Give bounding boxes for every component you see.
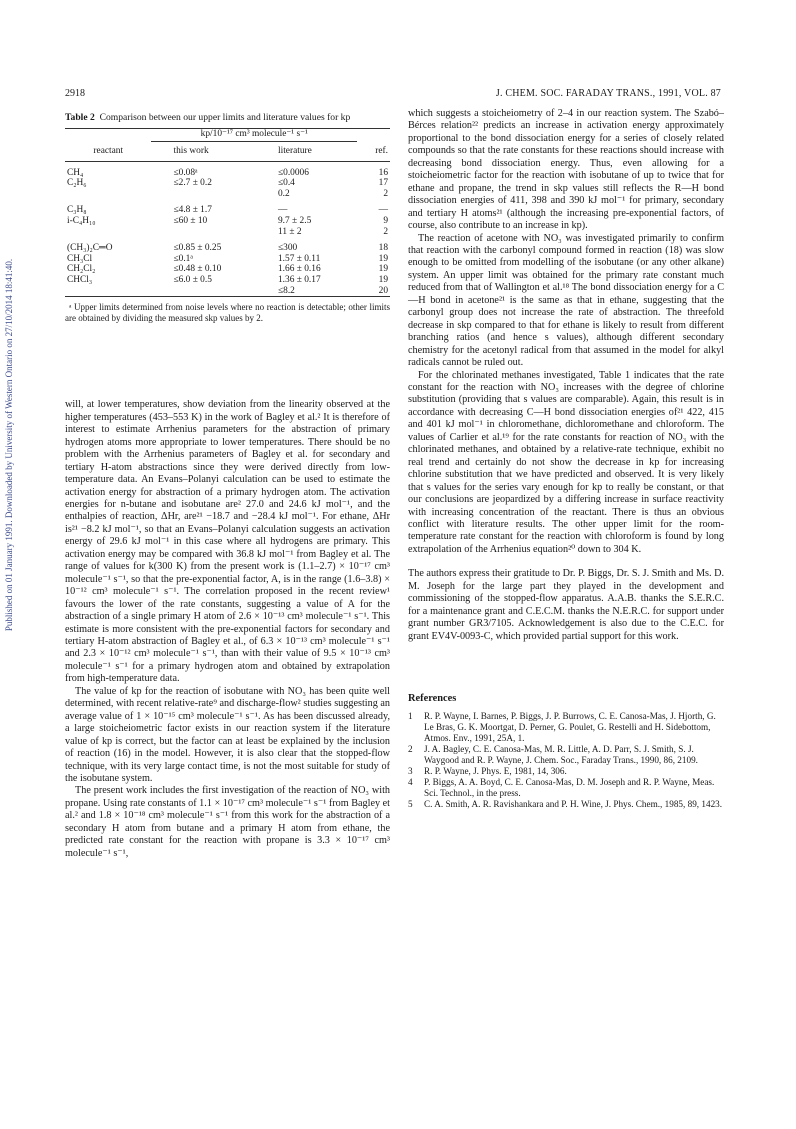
reference-number: 2 xyxy=(408,744,413,755)
page-number: 2918 xyxy=(65,88,85,99)
comparison-table xyxy=(65,128,390,298)
column-header: this work xyxy=(151,142,266,162)
table-row: CHCl₃ ≤6.0 ± 0.5 1.36 ± 0.17 19 xyxy=(67,275,388,286)
body-paragraph: For the chlorinated methanes investigated, Table 1 indicates that the rate constant for the reaction with NO₃ increases with the degree of chlorine substitution (providing that s values are comparable). Again, this result is in accordance with decreasing C—H bond dissociation energies of²¹ 422, 415 and 401 kJ mol⁻¹ in chloromethane, dichloromethane and chloroform. The values of Carlier et al.¹⁹ for the rate constants for reaction of NO₃ with the chlorinated methanes, and obtained by a relative-rate technique, exhibit no real trend and certainly do not show the decrease in kp for increasing chlorine substitution that we have predicted and observed. It is very likely that s values for the series vary enough for kp to really be constant, or that our conclusions are jeopardized by a differing increase in surface reactivity with increasing concentration of the reactant. There is thus an obvious conflict with literature results. The other upper limit for the room-temperature rate constant for the reaction with chloroform is found by long extrapolation of the Arrhenius equation²⁰ down to 304 K. xyxy=(408,369,724,555)
reference-item xyxy=(408,711,724,744)
reference-number: 4 xyxy=(408,777,413,788)
reference-item xyxy=(408,777,724,799)
reference-text: R. P. Wayne, I. Barnes, P. Biggs, J. P. Burrows, C. E. Canosa-Mas, J. Hjorth, G. Le Bras, G. K. Moortgat, D. Perner, G. Poulet, G. Restelli and H. Sidebottom, Atmos. Env., 1991, 25A, 1. xyxy=(424,711,716,744)
table-row: (CH₃)₂C═O ≤0.85 ± 0.25 ≤300 18 xyxy=(67,243,388,254)
reference-number: 5 xyxy=(408,799,413,810)
column-header: ref. xyxy=(357,142,390,162)
reference-text: J. A. Bagley, C. E. Canosa-Mas, M. R. Little, A. D. Parr, S. J. Smith, S. J. Waygood and R. P. Wayne, J. Chem. Soc., Faraday Trans., 1990, 86, 2109. xyxy=(424,744,698,766)
table-row: CH₂Cl₂ ≤0.48 ± 0.10 1.66 ± 0.16 19 xyxy=(67,264,388,275)
table-row: ≤8.2 20 xyxy=(65,286,390,297)
table-row: C₂H₆ ≤2.7 ± 0.2 ≤0.4 17 xyxy=(67,178,388,189)
download-watermark xyxy=(2,230,16,660)
right-column xyxy=(408,108,724,810)
column-header: reactant xyxy=(65,142,151,162)
table-group-header: kp/10⁻¹⁷ cm³ molecule⁻¹ s⁻¹ xyxy=(151,128,357,142)
column-header: literature xyxy=(266,142,357,162)
table-row: CH₄ ≤0.08ᵃ ≤0.0006 16 xyxy=(67,167,388,178)
table-row: i-C₄H₁₀ ≤60 ± 10 9.7 ± 2.5 9 xyxy=(67,216,388,227)
body-paragraph: will, at lower temperatures, show deviation from the linearity observed at the higher temperatures (453–553 K) in the work of Bagley et al.² It is therefore of interest to estimate Arrhenius parameters for the abstraction of primary hydrogen atoms more appropriate to lower temperatures. There should be no problem with the Arrhenius parameters of Bagley et al. for secondary and tertiary H-atom abstractions since they were derived directly from low-temperature data. An Evans–Polanyi calculation can be used to estimate the activation energy for abstraction of a primary hydrogen atom. The activation energies for n-butane and isobutane are² 27.0 and 24.6 kJ mol⁻¹, and the enthalpies of reaction, ΔHr, are²¹ −18.7 and −28.4 kJ mol⁻¹. For ethane, ΔHr is²¹ −8.2 kJ mol⁻¹, so that an Evans–Polanyi calculation suggests an activation energy of 29.6 kJ mol⁻¹ in this case where all hydrogens are primary. This activation energy may be compared with 36.8 kJ mol⁻¹ from Bagley et al. The range of values for k(300 K) from the present work is (1.1–2.7) × 10⁻¹⁷ cm³ molecule⁻¹ s⁻¹, so that the pre-exponential factor, A, is in the range (1.6–3.8) × 10⁻¹² cm³ molecule⁻¹ s⁻¹. The correlation proposed in the recent review¹ favours the lower of the rate constants, suggesting a value of A for the abstraction of a single primary H atom of 2.6 × 10⁻¹³ cm³ molecule⁻¹ s⁻¹. This estimate is more consistent with the pre-exponential factors for secondary and tertiary H-atom abstraction of Bagley et al., of 6.3 × 10⁻¹³ cm³ molecule⁻¹ s⁻¹ and 2.3 × 10⁻¹² cm³ molecule⁻¹ s⁻¹, than with their value of 9.5 × 10⁻¹³ cm³ molecule⁻¹ s⁻¹ for a primary hydrogen atom and obtained by extrapolation from high-temperature data. xyxy=(65,399,390,685)
reference-text: R. P. Wayne, J. Phys. E, 1981, 14, 306. xyxy=(424,766,567,777)
watermark-text: Published on 01 January 1991. Downloaded by University of Western Ontario on 27/10/2014 18:41:40. xyxy=(4,258,14,632)
body-paragraph: The reaction of acetone with NO₃ was investigated primarily to confirm that reaction with the carbonyl compound formed in reaction (18) was slow enough to be omitted from modelling of the isobutane (or any other alkane) system. An upper limit was obtained for the primary rate constant much reduced from that of Wallington et al.¹⁸ The bond dissociation energy for a C—H bond in acetone²¹ is the same as that in ethane, suggesting that the carbonyl group does not increase the rate of abstraction. The threefold decrease in skp compared to that for ethane is likely to result from different branching ratios (and hence s values), although different secondary chemistry for the acetonyl radical from that assumed in the model for alkyl radicals cannot be ruled out. xyxy=(408,232,724,369)
table-row: CH₃Cl ≤0.1ᵃ 1.57 ± 0.11 19 xyxy=(67,253,388,264)
table-row: C₃H₈ ≤4.8 ± 1.7 — — xyxy=(67,205,388,216)
table-row: 11 ± 2 2 xyxy=(277,226,388,237)
table-header-row xyxy=(65,142,390,162)
reference-text: P. Biggs, A. A. Boyd, C. E. Canosa-Mas, D. M. Joseph and R. P. Wayne, Meas. Sci. Technol., in the press. xyxy=(424,777,715,799)
table-group-header-row xyxy=(65,128,390,142)
running-header xyxy=(0,88,796,102)
table-caption xyxy=(65,112,390,124)
table-label: Table 2 xyxy=(65,112,95,123)
body-paragraph: The value of kp for the reaction of isobutane with NO₃ has been quite well determined, with recent relative-rate⁹ and discharge-flow² studies suggesting an average value of 1 × 10⁻¹⁵ cm³ molecule⁻¹ s⁻¹. As has been discussed already, a large stoicheiometric factor exists in our reaction system if the literature value of kp is correct, but the factor can at least be explained by the inclusion of reaction (16) in the model. However, it is also clear that the stopped-flow technique, with its very large contact time, is not the most suitable for study of the isobutane system. xyxy=(65,685,390,784)
body-paragraph: which suggests a stoicheiometry of 2–4 in our reaction system. The Szabó–Bérces relation²² predicts an increase in activation energy approximately proportional to the bond dissociation energy for a series of closely related compounds so that the rate constants for these reactions should increase with decreasing bond dissociation energy. Thus, even allowing for a stoicheiometric factor for the reaction with isobutane of up to twice that for ethane and propane, the trend in skp values still reflects the R—H bond dissociation energies of 411, 398 and 390 kJ mol⁻¹ for primary, secondary and tertiary H atoms²¹ (although the increasing pre-exponential factors, of course, also contribute to an increase in kp). xyxy=(408,108,724,232)
body-paragraph: The present work includes the first investigation of the reaction of NO₃ with propane. Using rate constants of 1.1 × 10⁻¹⁷ cm³ molecule⁻¹ s⁻¹ from Bagley et al.² and 1.8 × 10⁻¹⁸ cm³ molecule⁻¹ s⁻¹ from this work for the abstraction of a secondary H atom from butane and a primary H atom from ethane, the predicted rate constant for the reaction with propane is 3.3 × 10⁻¹⁷ cm³ molecule⁻¹ s⁻¹, xyxy=(65,785,390,859)
reference-item xyxy=(408,799,724,810)
reference-number: 3 xyxy=(408,766,413,777)
references-heading: References xyxy=(408,693,457,705)
acknowledgements: The authors express their gratitude to Dr. P. Biggs, Dr. S. J. Smith and Ms. D. M. Joseph for the large part they played in the development and commissioning of the stopped-flow apparatus. A.A.B. thanks the S.E.R.C. for a maintenance grant and C.E.C.M. thanks the N.E.R.C. for support under grant number GR3/7105. Acknowledgement is also due to the C.E.C. for grant EV4V-0093-C, which provided partial support for this work. xyxy=(408,568,724,642)
table-row: 0.2 2 xyxy=(277,188,388,199)
reference-text: C. A. Smith, A. R. Ravishankara and P. H. Wine, J. Phys. Chem., 1985, 89, 1423. xyxy=(424,799,723,810)
reference-number: 1 xyxy=(408,711,413,722)
table-caption-text: Comparison between our upper limits and literature values for kp xyxy=(99,112,351,123)
table-footnote: ᵃ Upper limits determined from noise levels where no reaction is detectable; other limits are obtained by dividing the measured skp values by 2. xyxy=(65,302,390,323)
left-column xyxy=(65,108,390,860)
journal-title: J. CHEM. SOC. FARADAY TRANS., 1991, VOL. 87 xyxy=(495,88,721,99)
reference-item xyxy=(408,744,724,766)
reference-item xyxy=(408,766,724,777)
